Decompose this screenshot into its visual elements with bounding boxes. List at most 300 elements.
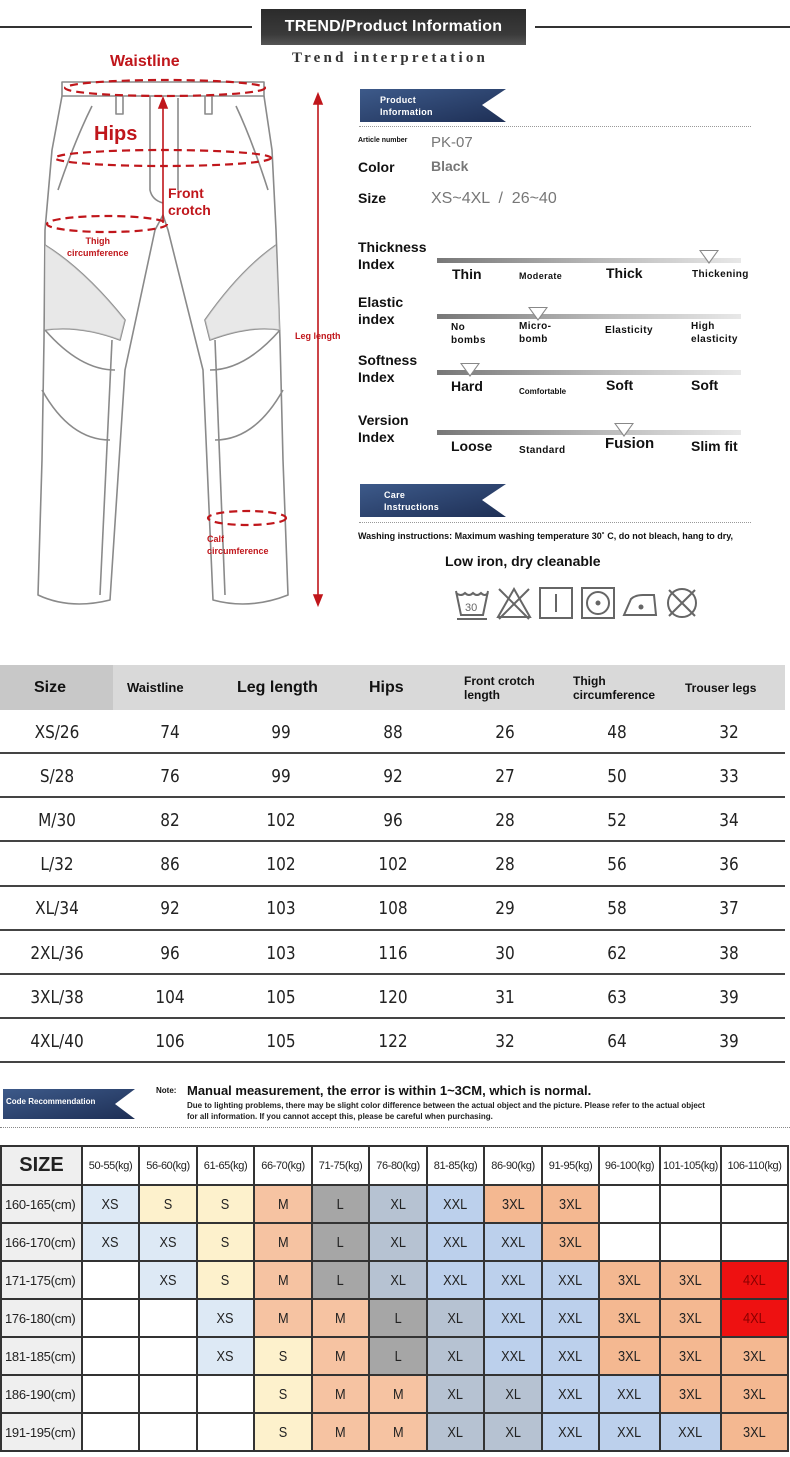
size-cell	[312, 1185, 369, 1223]
size-cell-value: S	[278, 1347, 288, 1365]
size-cell	[312, 1337, 369, 1375]
index-option: Thick	[606, 265, 643, 281]
size-cell-value: XS	[101, 1233, 119, 1251]
size-cell-value: L	[336, 1233, 345, 1251]
table-cell: 31	[495, 986, 515, 1008]
pants-measurement-diagram	[0, 40, 350, 620]
size-cell	[721, 1375, 788, 1413]
table-cell: 36	[719, 854, 739, 876]
banner-line2: Information	[380, 107, 433, 117]
weight-column-header: 56-60(kg)	[139, 1146, 197, 1185]
size-cell	[427, 1337, 484, 1375]
size-cell-value: XXL	[500, 1233, 526, 1251]
no-dry-clean-icon	[663, 585, 701, 621]
size-cell-value: 3XL	[743, 1423, 766, 1441]
table-cell: 29	[495, 898, 515, 920]
leg-length-label: Leg length	[295, 331, 341, 341]
grid-row	[1, 1261, 788, 1299]
column-header: Front crotch length	[464, 673, 535, 702]
size-cell	[542, 1223, 599, 1261]
table-cell: 2XL/36	[30, 942, 84, 964]
size-cell	[599, 1299, 660, 1337]
table-cell: 64	[607, 1030, 627, 1052]
size-cell	[721, 1223, 788, 1261]
calf-label	[207, 533, 269, 557]
size-cell	[139, 1185, 197, 1223]
size-cell	[542, 1337, 599, 1375]
color-label: Color	[358, 159, 395, 175]
size-cell-value: XXL	[558, 1309, 583, 1327]
size-cell	[599, 1375, 660, 1413]
size-cell	[197, 1337, 254, 1375]
size-cell	[599, 1337, 660, 1375]
size-cell-value: 3XL	[679, 1347, 702, 1365]
index-option: No bombs	[451, 322, 486, 346]
size-cell	[427, 1299, 484, 1337]
size-cell-value: 3XL	[618, 1271, 641, 1289]
size-cell	[197, 1185, 254, 1223]
size-cell	[139, 1337, 197, 1375]
size-cell	[254, 1337, 312, 1375]
size-cell-value: 3XL	[743, 1385, 766, 1403]
size-cell-value: L	[336, 1271, 345, 1289]
size-cell-value: 3XL	[679, 1271, 702, 1289]
article-number-value: PK-07	[431, 134, 473, 151]
table-cell: 105	[266, 986, 296, 1008]
weight-column-header: 101-105(kg)	[660, 1146, 721, 1185]
size-cell	[197, 1413, 254, 1451]
table-row	[0, 931, 785, 975]
table-cell: 39	[719, 986, 739, 1008]
table-cell: 28	[495, 854, 515, 876]
table-cell: 32	[495, 1030, 515, 1052]
index-bar	[437, 430, 741, 435]
size-cell	[721, 1337, 788, 1375]
size-cell-value: XL	[447, 1309, 464, 1327]
care-symbols	[453, 585, 701, 621]
table-cell: 103	[266, 942, 296, 964]
size-cell	[660, 1261, 721, 1299]
front-crotch-label-line1: Front	[168, 185, 204, 201]
size-cell-value: M	[335, 1385, 346, 1403]
index-label-line1: Elastic	[358, 294, 404, 310]
table-cell: 4XL/40	[30, 1030, 84, 1052]
table-row	[0, 754, 785, 798]
size-cell	[369, 1375, 427, 1413]
index-label-line1: Softness	[358, 352, 418, 368]
table-cell: 74	[160, 721, 180, 743]
size-cell	[254, 1299, 312, 1337]
size-cell-value: S	[278, 1385, 288, 1403]
size-cell	[484, 1375, 542, 1413]
size-cell-value: XL	[505, 1423, 521, 1441]
weight-column-header: 71-75(kg)	[312, 1146, 369, 1185]
grid-row	[1, 1185, 788, 1223]
size-cell	[369, 1337, 427, 1375]
index-option: Elasticity	[605, 325, 653, 336]
index-label	[358, 412, 409, 446]
product-information-banner	[360, 89, 506, 122]
size-cell	[139, 1223, 197, 1261]
index-option: Slim fit	[691, 438, 738, 454]
size-cell	[660, 1337, 721, 1375]
header-rule-right	[535, 26, 790, 28]
index-option: Thickening	[692, 269, 749, 280]
thigh-label-line2: circumference	[67, 248, 129, 258]
size-cell-value: 3XL	[501, 1195, 525, 1213]
table-cell: 28	[495, 809, 515, 831]
weight-column-header: 50-55(kg)	[82, 1146, 139, 1185]
size-cell	[427, 1261, 484, 1299]
size-cell-value: XXL	[558, 1423, 583, 1441]
size-cell-value: M	[277, 1195, 289, 1213]
table-cell: 96	[160, 942, 180, 964]
table-cell: 105	[266, 1030, 296, 1052]
size-cell	[312, 1413, 369, 1451]
table-row	[0, 798, 785, 842]
washing-instructions: Washing instructions: Maximum washing temperature 30˚ C, do not bleach, hang to dry,	[358, 531, 734, 541]
hips-label: Hips	[94, 123, 138, 145]
size-cell-value: XL	[390, 1271, 406, 1289]
column-header: Thigh circumference	[573, 673, 656, 702]
size-cell	[427, 1223, 484, 1261]
table-cell: M/30	[38, 809, 76, 831]
size-cell-value: M	[392, 1385, 404, 1403]
size-cell	[197, 1375, 254, 1413]
size-cell	[254, 1413, 312, 1451]
index-option: Soft	[691, 377, 719, 393]
height-row-header: 181-185(cm)	[1, 1337, 82, 1375]
size-cell-value: XXL	[443, 1233, 468, 1251]
size-cell	[599, 1185, 660, 1223]
size-cell-value: XL	[447, 1385, 464, 1403]
index-label-line1: Version	[358, 412, 409, 428]
size-cell-value: XS	[159, 1233, 177, 1251]
size-cell	[82, 1375, 139, 1413]
table-cell: XS/26	[34, 721, 80, 743]
table-row	[0, 710, 785, 754]
table-cell: 34	[719, 809, 739, 831]
size-cell	[254, 1185, 312, 1223]
height-row-header: 176-180(cm)	[1, 1299, 82, 1337]
index-option: High elasticity	[691, 321, 738, 345]
front-crotch-label	[168, 185, 211, 219]
size-cell	[660, 1185, 721, 1223]
size-cell-value: M	[335, 1347, 346, 1365]
weight-column-header: 96-100(kg)	[599, 1146, 660, 1185]
size-cell	[721, 1185, 788, 1223]
size-label: Size	[358, 190, 387, 206]
size-cell	[721, 1261, 788, 1299]
index-option: Standard	[519, 445, 566, 456]
size-cell	[197, 1223, 254, 1261]
size-cell-value: XXL	[558, 1385, 583, 1403]
size-cell-value: L	[394, 1347, 402, 1365]
index-option: Moderate	[519, 271, 563, 281]
size-cell-value: XL	[390, 1195, 406, 1213]
table-cell: 120	[378, 986, 408, 1008]
size-cell	[542, 1375, 599, 1413]
size-cell	[542, 1185, 599, 1223]
size-cell-value: XXL	[617, 1385, 642, 1403]
size-cell-value: 3XL	[618, 1347, 641, 1365]
size-cell	[139, 1375, 197, 1413]
size-cell-value: 3XL	[559, 1195, 582, 1213]
banner-line1: Product	[380, 95, 417, 105]
index-option: Micro-bomb	[519, 321, 552, 345]
table-cell: 102	[266, 854, 296, 876]
size-cell-value: L	[336, 1195, 345, 1213]
table-cell: L/32	[40, 854, 74, 876]
header-rule-left	[0, 26, 252, 28]
weight-column-header: 76-80(kg)	[369, 1146, 427, 1185]
size-cell	[82, 1413, 139, 1451]
index-option: Fusion	[605, 435, 655, 452]
size-cell	[484, 1185, 542, 1223]
size-cell	[139, 1413, 197, 1451]
index-option: Loose	[451, 438, 493, 454]
size-cell-value: M	[335, 1309, 346, 1327]
size-cell-value: 3XL	[679, 1309, 702, 1327]
index-marker-icon	[699, 250, 719, 264]
size-cell	[721, 1299, 788, 1337]
size-cell-value: XXL	[558, 1271, 583, 1289]
size-cell	[82, 1185, 139, 1223]
height-row-header: 171-175(cm)	[1, 1261, 82, 1299]
size-cell	[542, 1261, 599, 1299]
size-cell-value: 3XL	[679, 1385, 702, 1403]
size-cell	[660, 1223, 721, 1261]
table-cell: 106	[155, 1030, 185, 1052]
size-cell-value: XS	[159, 1271, 177, 1289]
thigh-label	[67, 235, 129, 259]
size-cell	[139, 1299, 197, 1337]
size-cell	[369, 1299, 427, 1337]
size-cell	[427, 1375, 484, 1413]
size-cell	[369, 1413, 427, 1451]
size-cell	[484, 1223, 542, 1261]
weight-column-header: 81-85(kg)	[427, 1146, 484, 1185]
index-option: Hard	[451, 378, 483, 394]
table-cell: 33	[719, 765, 739, 787]
size-cell-value: XXL	[500, 1347, 526, 1365]
column-header: Size	[34, 678, 67, 696]
size-cell-value: M	[392, 1423, 404, 1441]
size-cell-value: XL	[447, 1423, 464, 1441]
size-value: XS~4XL / 26~40	[431, 190, 557, 207]
size-cell-value: S	[278, 1423, 288, 1441]
table-cell: 88	[383, 721, 403, 743]
size-cell-value: S	[221, 1233, 230, 1251]
table-cell: 39	[719, 1030, 739, 1052]
grid-row	[1, 1337, 788, 1375]
index-label-line2: Index	[358, 429, 395, 445]
waistline-label: Waistline	[110, 53, 180, 70]
table-cell: 99	[271, 721, 291, 743]
size-cell-value: XL	[390, 1233, 406, 1251]
size-cell	[660, 1375, 721, 1413]
no-bleach-icon	[495, 585, 533, 621]
table-cell: 99	[271, 765, 291, 787]
banner-line1: Care	[384, 490, 406, 500]
size-cell-value: M	[335, 1423, 346, 1441]
size-cell	[484, 1413, 542, 1451]
size-cell	[254, 1375, 312, 1413]
table-row	[0, 1019, 785, 1063]
height-row-header: 160-165(cm)	[1, 1185, 82, 1223]
size-cell-value: XXL	[558, 1347, 583, 1365]
calf-label-line2: circumference	[207, 546, 269, 556]
table-cell: 30	[495, 942, 515, 964]
index-option: Comfortable	[519, 387, 567, 396]
table-cell: 27	[495, 765, 515, 787]
height-row-header: 191-195(cm)	[1, 1413, 82, 1451]
hang-dry-icon	[537, 585, 575, 621]
size-cell-value: M	[277, 1233, 289, 1251]
table-cell: 3XL/38	[30, 986, 84, 1008]
table-cell: 108	[378, 898, 408, 920]
size-cell	[82, 1299, 139, 1337]
index-label-line2: Index	[358, 369, 395, 385]
table-cell: 92	[383, 765, 403, 787]
index-marker-icon	[460, 363, 480, 377]
table-cell: S/28	[39, 765, 75, 787]
size-cell	[82, 1261, 139, 1299]
size-cell	[369, 1185, 427, 1223]
size-cell-value: S	[221, 1271, 230, 1289]
index-bar	[437, 370, 741, 375]
size-cell	[660, 1299, 721, 1337]
table-cell: 92	[160, 898, 180, 920]
table-row	[0, 887, 785, 931]
table-cell: 76	[160, 765, 180, 787]
ironing-instructions: Low iron, dry cleanable	[445, 553, 601, 569]
index-label	[358, 294, 403, 328]
size-cell	[254, 1223, 312, 1261]
grid-corner-header: SIZE	[1, 1146, 82, 1185]
size-cell-value: XXL	[678, 1423, 703, 1441]
front-crotch-label-line2: crotch	[168, 202, 211, 218]
weight-column-header: 86-90(kg)	[484, 1146, 542, 1185]
color-value: Black	[431, 158, 469, 174]
tumble-dry-icon	[579, 585, 617, 621]
article-number-label: Article number	[358, 137, 408, 144]
size-cell	[254, 1261, 312, 1299]
divider	[359, 126, 751, 127]
index-label	[358, 352, 417, 386]
table-cell: 116	[378, 942, 408, 964]
table-cell: 38	[719, 942, 739, 964]
table-cell: 63	[607, 986, 627, 1008]
thigh-label-line1: Thigh	[85, 236, 111, 246]
care-instructions-banner	[360, 484, 506, 517]
size-cell-value: XXL	[443, 1195, 468, 1213]
note-main-text: Manual measurement, the error is within 1~3CM, which is normal.	[187, 1083, 592, 1098]
weight-column-header: 106-110(kg)	[721, 1146, 788, 1185]
size-cell	[427, 1413, 484, 1451]
index-option: Thin	[452, 266, 482, 282]
column-header: Waistline	[127, 680, 184, 695]
code-recommendation-text: Code Recommendation	[6, 1097, 96, 1106]
index-label-line1: Thickness	[358, 239, 427, 255]
pants-drawing	[0, 40, 350, 620]
size-cell-value: 3XL	[559, 1233, 582, 1251]
size-cell-value: 4XL	[743, 1271, 766, 1289]
size-cell	[369, 1223, 427, 1261]
table-cell: 104	[155, 986, 185, 1008]
size-cell	[82, 1223, 139, 1261]
index-marker-icon	[528, 307, 548, 321]
size-cell	[197, 1261, 254, 1299]
size-cell	[484, 1261, 542, 1299]
table-cell: 32	[719, 721, 739, 743]
grid-row	[1, 1375, 788, 1413]
banner-line2: Instructions	[384, 502, 440, 512]
table-cell: 103	[266, 898, 296, 920]
table-cell: XL/34	[35, 898, 79, 920]
divider	[0, 1127, 790, 1128]
index-bar	[437, 258, 741, 263]
height-row-header: 166-170(cm)	[1, 1223, 82, 1261]
size-cell-value: M	[277, 1271, 289, 1289]
size-cell	[542, 1413, 599, 1451]
index-bar	[437, 314, 741, 319]
column-header: Hips	[369, 678, 404, 696]
size-cell	[599, 1261, 660, 1299]
size-cell-value: XS	[101, 1195, 119, 1213]
table-cell: 50	[607, 765, 627, 787]
table-cell: 102	[378, 854, 408, 876]
weight-column-header: 66-70(kg)	[254, 1146, 312, 1185]
size-cell	[599, 1223, 660, 1261]
wash-30-icon	[453, 585, 491, 621]
size-cell	[599, 1413, 660, 1451]
size-cell	[139, 1261, 197, 1299]
size-cell-value: XXL	[443, 1271, 468, 1289]
table-row	[0, 843, 785, 887]
grid-row	[1, 1413, 788, 1451]
table-cell: 82	[160, 809, 180, 831]
table-cell: 37	[719, 898, 739, 920]
grid-row	[1, 1223, 788, 1261]
size-cell	[427, 1185, 484, 1223]
size-cell	[197, 1299, 254, 1337]
size-cell-value: S	[221, 1195, 230, 1213]
grid-row	[1, 1299, 788, 1337]
size-table-header	[0, 665, 785, 710]
size-cell-value: XXL	[500, 1309, 526, 1327]
size-cell	[82, 1337, 139, 1375]
size-cell	[542, 1299, 599, 1337]
index-option: Soft	[606, 377, 634, 393]
table-cell: 58	[607, 898, 627, 920]
page-subtitle: Trend interpretation	[292, 50, 489, 66]
size-cell-value: XXL	[617, 1423, 642, 1441]
table-cell: 52	[607, 809, 627, 831]
size-cell	[312, 1375, 369, 1413]
size-cell-value: 3XL	[618, 1309, 641, 1327]
column-header: Trouser legs	[685, 680, 757, 695]
table-cell: 122	[378, 1030, 408, 1052]
size-cell	[721, 1413, 788, 1451]
size-cell-value: S	[163, 1195, 173, 1213]
size-cell	[660, 1413, 721, 1451]
size-cell-value: 4XL	[743, 1309, 766, 1327]
low-iron-icon	[621, 585, 659, 621]
page-title-text: TREND/Product Information	[284, 18, 503, 35]
size-cell-value: XL	[505, 1385, 521, 1403]
size-cell-value: XL	[447, 1347, 464, 1365]
